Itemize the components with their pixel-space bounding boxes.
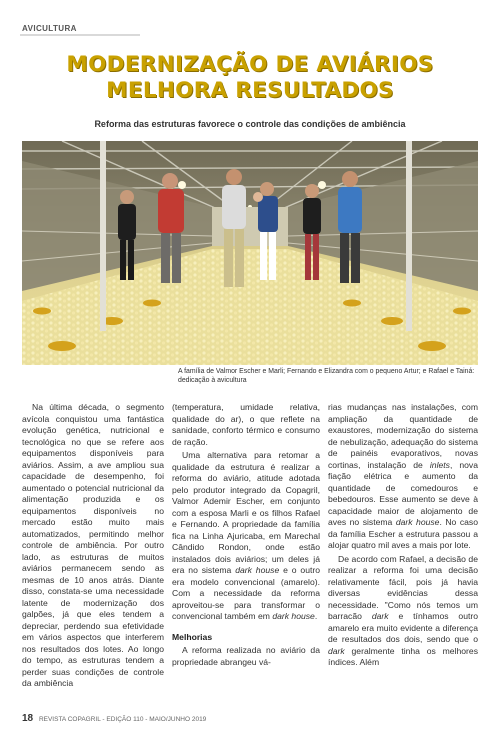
page-footer [22, 713, 206, 724]
paragraph: A reforma realizada no aviário da propriedade abrangeu vá- [172, 645, 320, 667]
title-line-2: MELHORA RESULTADOS [106, 78, 394, 103]
paragraph [172, 450, 320, 623]
text-run-italic: inlets [429, 459, 450, 470]
text-run: Uma alternativa para retomar a qualidade da estrutura é realizar a reforma do aviário, atitude adotada pelo produtor integrado da Copagril, Valmor Ademir Escher, em conjunto com a esposa Marli e os filhos Rafael e Fernando. A propriedade da família fica na Linha Ajuricaba, em Marechal Cândido Rondon, onde estão instalados dois aviários; um deles já era no sistema [172, 450, 320, 575]
text-run-italic: dark house [235, 565, 280, 575]
paragraph [328, 554, 478, 669]
article-column-2 [172, 402, 320, 670]
article-column-3 [328, 402, 478, 671]
article-title [20, 52, 480, 104]
paragraph: (temperatura, umidade relativa, qualidade do ar), o que reflete na sanidade, conforto térmico e consumo de ração. [172, 402, 320, 447]
text-run: e tínhamos outro amarelo era muito evidente a diferença de resultados dos dois, sendo que o [328, 611, 479, 644]
paragraph: Na última década, o segmento avícola conquistou uma fantástica evolução genética, nutricional e tecnológica no que se refere aos equipamentos disponíveis para aviários. Assim, a ave ampliou sua capacidade de desempenho, foi aumentado o potencial nutricional da alimentação produzida e os equipamentos disponíveis no mercado estão muito mais automatizados, permitindo melhor controle de ambiência. Por outro lado, as estruturas de muitos aviários permanecem sendo as mesmas de 10 anos atrás. Diante disso, constata-se uma necessidade latente de modernização dos galpões, já que eles tendem a depreciar, perdendo sua efetividade em vários aspectos que interferem nos resultados dos lotes. Ao longo do tempo, as estruturas tendem a perder suas condições de controle da ambiência [22, 402, 164, 688]
paragraph [328, 402, 478, 552]
footer-publication: REVISTA COPAGRIL - EDIÇÃO 110 - MAIO/JUNHO 2019 [38, 716, 207, 723]
section-divider [20, 34, 140, 36]
text-run: De acordo com Rafael, a decisão de realizar a reforma foi uma decisão relativamente fácil, pois já havia diversas evidências dessa necessidade. "Como nós temos um barracão [328, 553, 478, 621]
text-run: e o outro era modelo convencional (amarelo). Com a necessidade da reforma aproveitou-se para transformar o convencional também em [172, 565, 320, 621]
photo-illustration [22, 141, 478, 365]
text-run-italic: dark house [395, 517, 440, 527]
section-tag: AVICULTURA [22, 24, 77, 33]
article-photo [22, 141, 478, 365]
text-run: geralmente tinha os melhores índices. Além [328, 645, 478, 667]
text-run-italic: dark [328, 645, 345, 656]
text-run-italic: dark house [272, 611, 315, 621]
text-run: , nova fiação elétrica e aumento da quantidade de comedouros e bebedouros. Esse aumento se deve à capacidade maior de alojamento de aves no sistema [328, 459, 479, 527]
text-run: . No caso da família Escher a estrutura passou a alojar quatro mil aves a mais por lote. [328, 517, 478, 550]
text-run: rias mudanças nas instalações, com ampliação da quantidade de exaustores, modernização do sistema de nebulização, adequação do sistema de painéis evaporativos, novas cortinas, instalação de [328, 402, 478, 470]
section-heading: Melhorias [172, 631, 213, 642]
title-line-1: MODERNIZAÇÃO DE AVIÁRIOS [66, 52, 434, 77]
article-column-1 [22, 402, 164, 692]
article-subtitle: Reforma das estruturas favorece o controle das condições de ambiência [94, 119, 406, 129]
photo-caption: A família de Valmor Escher e Marli; Fernando e Elizandra com o pequeno Artur; e Rafael e Tainá: dedicação à avicultura [178, 368, 475, 384]
text-run-italic: dark [371, 611, 389, 621]
page-number: 18 [22, 713, 34, 724]
text-run: . [314, 611, 318, 621]
